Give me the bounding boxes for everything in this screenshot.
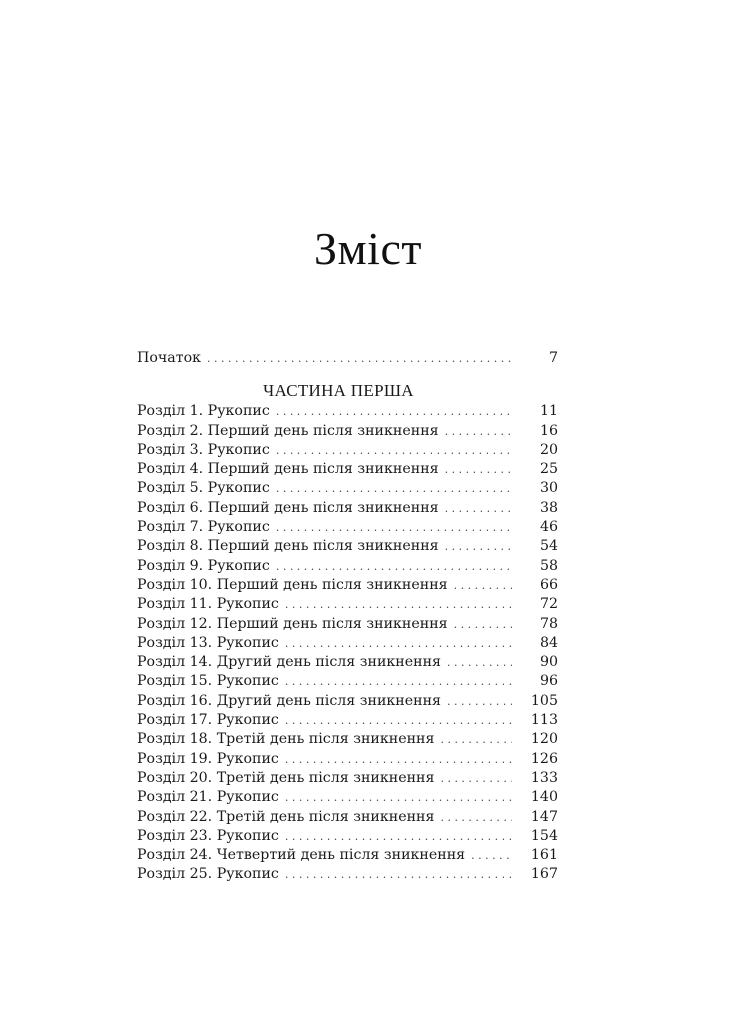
toc-entry[interactable] (137, 422, 558, 441)
dot-leader (276, 402, 512, 421)
dot-leader (445, 537, 512, 556)
toc-entry-page: 96 (539, 673, 558, 690)
toc-entry[interactable] (137, 479, 558, 498)
table-of-contents (137, 349, 558, 885)
toc-entry-label: Розділ 15. Рукопис (137, 673, 279, 690)
toc-entry[interactable] (137, 808, 558, 827)
toc-entry-label: Розділ 25. Рукопис (137, 866, 279, 883)
toc-entry-page: 113 (530, 712, 558, 729)
toc-entry-label: Розділ 5. Рукопис (137, 480, 270, 497)
dot-leader (447, 653, 512, 672)
dot-leader (454, 615, 512, 634)
toc-entry-page: 90 (539, 654, 558, 671)
dot-leader (440, 769, 512, 788)
toc-entry-label: Розділ 20. Третій день після зникнення (137, 769, 435, 786)
toc-entry-label: Розділ 12. Перший день після зникнення (137, 615, 448, 632)
dot-leader (285, 827, 512, 846)
toc-entries (137, 402, 558, 884)
toc-entry[interactable] (137, 846, 558, 865)
dot-leader (207, 349, 512, 368)
toc-entry-label: Розділ 24. Четвертий день після зникнення (137, 847, 466, 864)
toc-entry-page: 140 (530, 789, 558, 806)
toc-entry[interactable] (137, 769, 558, 788)
toc-entry-label: Розділ 7. Рукопис (137, 519, 270, 536)
toc-entry[interactable] (137, 499, 558, 518)
toc-entry-label: Розділ 17. Рукопис (137, 712, 279, 729)
toc-entry[interactable] (137, 595, 558, 614)
toc-entry[interactable] (137, 750, 558, 769)
toc-entry-label: Розділ 22. Третій день після зникнення (137, 808, 435, 825)
toc-entry-page: 16 (539, 422, 558, 439)
toc-entry-label: Розділ 16. Другий день після зникнення (137, 692, 441, 709)
dot-leader (276, 518, 512, 537)
toc-entry-label: Розділ 13. Рукопис (137, 634, 279, 651)
dot-leader (276, 479, 512, 498)
dot-leader (285, 750, 512, 769)
toc-entry[interactable] (137, 692, 558, 711)
toc-entry[interactable] (137, 441, 558, 460)
toc-entry-page: 120 (530, 731, 558, 748)
toc-entry[interactable] (137, 460, 558, 479)
toc-entry-page: 66 (539, 576, 558, 593)
dot-leader (454, 576, 512, 595)
toc-entry-label: Розділ 1. Рукопис (137, 403, 270, 420)
toc-entry-page: 167 (530, 866, 558, 883)
toc-entry-page: 161 (530, 847, 558, 864)
toc-entry-intro[interactable] (137, 349, 558, 368)
toc-entry-page: 54 (539, 538, 558, 555)
toc-entry[interactable] (137, 576, 558, 595)
toc-entry-page: 126 (530, 750, 558, 767)
dot-leader (440, 730, 512, 749)
toc-entry-label: Розділ 21. Рукопис (137, 789, 279, 806)
toc-entry-page: 30 (539, 480, 558, 497)
toc-entry-page: 25 (539, 461, 558, 478)
toc-entry[interactable] (137, 672, 558, 691)
toc-entry-page: 20 (539, 441, 558, 458)
toc-entry[interactable] (137, 711, 558, 730)
toc-entry-page: 84 (539, 634, 558, 651)
page-title: Зміст (314, 223, 422, 274)
dot-leader (445, 422, 512, 441)
toc-entry-page: 133 (530, 769, 558, 786)
dot-leader (471, 846, 512, 865)
toc-entry-label: Розділ 10. Перший день після зникнення (137, 576, 448, 593)
toc-entry-page: 38 (539, 499, 558, 516)
toc-entry[interactable] (137, 402, 558, 421)
toc-entry-page: 72 (539, 596, 558, 613)
toc-entry-label: Розділ 8. Перший день після зникнення (137, 538, 439, 555)
dot-leader (285, 711, 512, 730)
toc-entry[interactable] (137, 788, 558, 807)
toc-entry-label: Розділ 2. Перший день після зникнення (137, 422, 439, 439)
dot-leader (285, 865, 512, 884)
toc-entry-page: 46 (539, 519, 558, 536)
toc-entry[interactable] (137, 615, 558, 634)
toc-entry-label: Розділ 11. Рукопис (137, 596, 279, 613)
toc-entry[interactable] (137, 634, 558, 653)
part-heading: ЧАСТИНА ПЕРША (263, 381, 414, 401)
toc-entry-page: 58 (539, 557, 558, 574)
dot-leader (285, 672, 512, 691)
dot-leader (447, 692, 512, 711)
toc-entry-label: Розділ 18. Третій день після зникнення (137, 731, 435, 748)
toc-entry-label: Розділ 19. Рукопис (137, 750, 279, 767)
toc-entry-label: Розділ 3. Рукопис (137, 441, 270, 458)
toc-entry-label: Розділ 6. Перший день після зникнення (137, 499, 439, 516)
toc-entry[interactable] (137, 865, 558, 884)
toc-entry-label: Розділ 14. Другий день після зникнення (137, 654, 441, 671)
dot-leader (445, 460, 512, 479)
toc-entry-page: 154 (530, 827, 558, 844)
dot-leader (285, 788, 512, 807)
dot-leader (285, 634, 512, 653)
toc-entry[interactable] (137, 537, 558, 556)
toc-entry-label: Початок (137, 350, 202, 366)
toc-entry[interactable] (137, 557, 558, 576)
toc-entry-page: 78 (539, 615, 558, 632)
dot-leader (276, 557, 512, 576)
dot-leader (440, 808, 512, 827)
toc-entry-label: Розділ 23. Рукопис (137, 827, 279, 844)
toc-entry[interactable] (137, 653, 558, 672)
toc-entry-page: 147 (530, 808, 558, 825)
toc-entry-label: Розділ 4. Перший день після зникнення (137, 461, 439, 478)
toc-entry-page: 105 (530, 692, 558, 709)
toc-entry[interactable] (137, 827, 558, 846)
toc-entry[interactable] (137, 518, 558, 537)
toc-entry-page: 11 (539, 403, 558, 420)
toc-entry-page: 7 (548, 350, 558, 366)
dot-leader (276, 441, 512, 460)
dot-leader (285, 595, 512, 614)
toc-entry[interactable] (137, 730, 558, 749)
dot-leader (445, 499, 512, 518)
toc-entry-label: Розділ 9. Рукопис (137, 557, 270, 574)
